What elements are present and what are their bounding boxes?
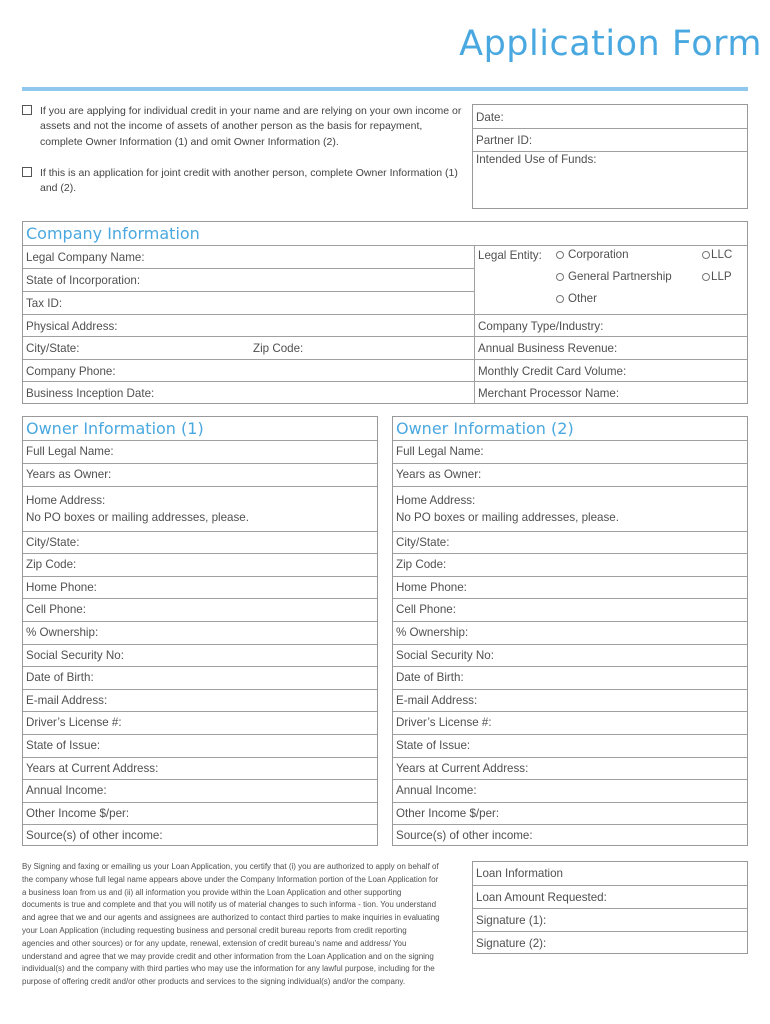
- company-city-state-field[interactable]: City/State:: [26, 341, 80, 355]
- owner-information-2-section: [392, 416, 748, 846]
- owner-2-annual-income-field[interactable]: Annual Income:: [393, 779, 747, 802]
- general-partnership-radio[interactable]: [556, 273, 564, 281]
- entity-corporation-option[interactable]: [556, 248, 629, 261]
- owner-2-ownership-field[interactable]: % Ownership:: [393, 621, 747, 644]
- company-type-industry-field[interactable]: Company Type/Industry:: [478, 319, 604, 333]
- legal-company-name-field[interactable]: Legal Company Name:: [26, 250, 145, 264]
- owner-2-cell-phone-field[interactable]: Cell Phone:: [393, 598, 747, 621]
- signature-1-field[interactable]: Signature (1):: [476, 913, 547, 927]
- company-zip-code-field[interactable]: Zip Code:: [253, 341, 304, 355]
- legal-entity-label: Legal Entity:: [478, 248, 542, 262]
- company-information-section: [22, 221, 748, 404]
- individual-credit-text: If you are applying for individual credit in your name and are relying on your own income or assets and not the income of assets of another person as the basis for repayment, complete Owner Information (1) and omit Owner Information (2).: [40, 105, 462, 148]
- llp-label: LLP: [711, 270, 732, 283]
- owner-1-source-income-field[interactable]: Source(s) of other income:: [23, 824, 377, 847]
- owner-2-city-state-field[interactable]: City/State:: [393, 531, 747, 554]
- llp-radio[interactable]: [702, 273, 710, 281]
- general-partnership-label: General Partnership: [568, 270, 672, 283]
- owner-1-section-title: Owner Information (1): [26, 419, 204, 438]
- owner-information-1-section: [22, 416, 378, 846]
- individual-credit-checkbox[interactable]: [22, 105, 32, 115]
- owner-2-section-title: Owner Information (2): [396, 419, 574, 438]
- owner-1-dob-field[interactable]: Date of Birth:: [23, 666, 377, 689]
- owner-2-zip-code-field[interactable]: Zip Code:: [393, 553, 747, 576]
- owner-2-home-address-label: Home Address:: [396, 494, 476, 507]
- owner-2-email-field[interactable]: E-mail Address:: [393, 689, 747, 712]
- state-of-incorporation-field[interactable]: State of Incorporation:: [26, 273, 141, 287]
- owner-1-cell-phone-field[interactable]: Cell Phone:: [23, 598, 377, 621]
- entity-llp-option[interactable]: [702, 270, 732, 283]
- owner-2-other-income-field[interactable]: Other Income $/per:: [393, 802, 747, 825]
- owner-1-license-field[interactable]: Driver’s License #:: [23, 711, 377, 734]
- physical-address-field[interactable]: Physical Address:: [26, 319, 118, 333]
- owner-1-zip-code-field[interactable]: Zip Code:: [23, 553, 377, 576]
- owner-1-annual-income-field[interactable]: Annual Income:: [23, 779, 377, 802]
- owner-1-years-address-field[interactable]: Years at Current Address:: [23, 757, 377, 780]
- llc-label: LLC: [711, 248, 733, 261]
- llc-radio[interactable]: [702, 251, 710, 259]
- title-divider: [22, 87, 748, 91]
- owner-1-other-income-field[interactable]: Other Income $/per:: [23, 802, 377, 825]
- entity-other-option[interactable]: [556, 292, 597, 305]
- owner-2-license-field[interactable]: Driver’s License #:: [393, 711, 747, 734]
- date-partner-box: [472, 104, 748, 209]
- other-radio[interactable]: [556, 295, 564, 303]
- owner-2-years-owner-field[interactable]: Years as Owner:: [393, 463, 747, 486]
- owner-1-full-name-field[interactable]: Full Legal Name:: [23, 440, 377, 463]
- owner-2-full-name-field[interactable]: Full Legal Name:: [393, 440, 747, 463]
- entity-general-partnership-option[interactable]: [556, 270, 672, 283]
- owner-1-ssn-field[interactable]: Social Security No:: [23, 644, 377, 667]
- business-inception-date-field[interactable]: Business Inception Date:: [26, 386, 155, 400]
- owner-2-state-of-issue-field[interactable]: State of Issue:: [393, 734, 747, 757]
- owner-1-home-address-note: No PO boxes or mailing addresses, please.: [26, 511, 249, 524]
- owner-2-home-address-field[interactable]: [393, 486, 747, 531]
- company-section-title: Company Information: [26, 224, 200, 243]
- annual-business-revenue-field[interactable]: Annual Business Revenue:: [478, 341, 618, 355]
- monthly-credit-card-volume-field[interactable]: Monthly Credit Card Volume:: [478, 364, 627, 378]
- corporation-label: Corporation: [568, 248, 629, 261]
- intended-use-field[interactable]: Intended Use of Funds:: [476, 153, 597, 166]
- owner-1-state-of-issue-field[interactable]: State of Issue:: [23, 734, 377, 757]
- legal-disclaimer: By Signing and faxing or emailing us your Loan Application, you certify that (i) you are authorized to apply on behalf of the company whose full legal name appears above under the Company Information portion of the Loan Application for a business loan from us and (ii) all information you provide within the Loan Application and other supporting documents is true and complete and that you will notify us of material changes to such informa - tion. You understand and agree that we and our agents and assignees are authorized to contact third parties to make inquiries in evaluating your Loan Application (including requesting business and personal credit bureau reports from credit reporting agencies and other sources) or for any update, renewal, extension of credit bureau's name and address/ You understand and agree that we may provide credit and other information from the Loan Application and on the signing individual(s) and the company with third parties who may use the information for any lawful purpose, including for the purpose of offering credit and/or other products and services to the signing individual(s) and/or the company.: [22, 862, 440, 987]
- entity-llc-option[interactable]: [702, 248, 732, 261]
- other-label: Other: [568, 292, 597, 305]
- owner-2-dob-field[interactable]: Date of Birth:: [393, 666, 747, 689]
- loan-information-section: [472, 861, 748, 954]
- owner-1-ownership-field[interactable]: % Ownership:: [23, 621, 377, 644]
- owner-2-home-address-note: No PO boxes or mailing addresses, please.: [396, 511, 619, 524]
- company-phone-field[interactable]: Company Phone:: [26, 364, 116, 378]
- owner-1-home-address-field[interactable]: [23, 486, 377, 531]
- owner-1-city-state-field[interactable]: City/State:: [23, 531, 377, 554]
- corporation-radio[interactable]: [556, 251, 564, 259]
- owner-2-home-phone-field[interactable]: Home Phone:: [393, 576, 747, 599]
- owner-2-years-address-field[interactable]: Years at Current Address:: [393, 757, 747, 780]
- signature-2-field[interactable]: Signature (2):: [476, 936, 547, 950]
- loan-amount-requested-field[interactable]: Loan Amount Requested:: [476, 890, 607, 904]
- divider: [473, 151, 747, 152]
- owner-2-source-income-field[interactable]: Source(s) of other income:: [393, 824, 747, 847]
- partner-id-field[interactable]: Partner ID:: [476, 133, 533, 147]
- owner-1-email-field[interactable]: E-mail Address:: [23, 689, 377, 712]
- joint-credit-text: If this is an application for joint credit with another person, complete Owner Information (1) and (2).: [40, 167, 458, 195]
- individual-credit-option: [22, 104, 462, 150]
- date-field[interactable]: Date:: [476, 111, 504, 124]
- owner-1-home-phone-field[interactable]: Home Phone:: [23, 576, 377, 599]
- page-title: Application Form: [459, 24, 762, 64]
- joint-credit-checkbox[interactable]: [22, 167, 32, 177]
- merchant-processor-name-field[interactable]: Merchant Processor Name:: [478, 386, 620, 400]
- joint-credit-option: [22, 166, 462, 197]
- loan-section-title: Loan Information: [476, 867, 564, 880]
- owner-1-years-owner-field[interactable]: Years as Owner:: [23, 463, 377, 486]
- owner-2-ssn-field[interactable]: Social Security No:: [393, 644, 747, 667]
- owner-1-home-address-label: Home Address:: [26, 494, 106, 507]
- tax-id-field[interactable]: Tax ID:: [26, 296, 63, 310]
